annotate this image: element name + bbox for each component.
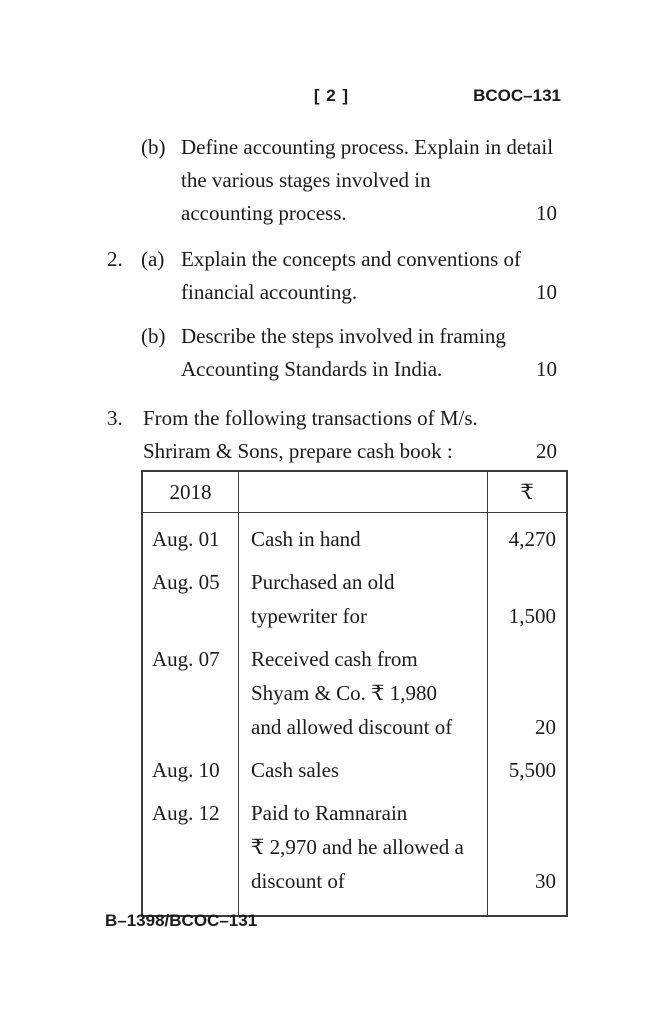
row-amount bbox=[488, 556, 566, 633]
row-amount bbox=[488, 633, 566, 744]
question-2a bbox=[107, 243, 557, 309]
question-3 bbox=[107, 402, 557, 468]
description-line: Shyam & Co. ₹ 1,980 bbox=[251, 681, 438, 705]
description-line: Received cash from bbox=[251, 647, 418, 671]
marks-value: 10 bbox=[536, 201, 557, 225]
page-header bbox=[0, 85, 663, 107]
marks-value: 10 bbox=[536, 280, 557, 304]
page-number: [ 2 ] bbox=[313, 86, 350, 105]
question-line: Explain the concepts and conventions of bbox=[181, 247, 521, 271]
question-line: From the following transactions of M/s. bbox=[143, 406, 478, 430]
row-date: Aug. 10 bbox=[143, 744, 239, 787]
question-sub-label: (a) bbox=[141, 247, 165, 271]
question-last-line bbox=[181, 353, 557, 386]
description-line: ₹ 2,970 and he allowed a bbox=[251, 835, 464, 859]
question-number bbox=[107, 131, 141, 230]
row-description bbox=[239, 633, 488, 744]
row-amount bbox=[488, 513, 566, 556]
paper-code-footer: B–1398/BCOC–131 bbox=[105, 911, 258, 930]
row-description bbox=[239, 744, 488, 787]
question-last-line bbox=[181, 276, 557, 309]
description-line: discount of bbox=[251, 869, 345, 893]
question-text bbox=[181, 320, 557, 386]
row-date: Aug. 07 bbox=[143, 633, 239, 744]
question-last-line bbox=[143, 435, 557, 468]
marks-value: 10 bbox=[536, 357, 557, 381]
marks-value: 20 bbox=[536, 439, 557, 463]
question-line: detail the various stages involved in bbox=[181, 135, 554, 192]
amount-value: 5,500 bbox=[508, 758, 556, 782]
question-number bbox=[107, 320, 141, 386]
description-line: Cash sales bbox=[251, 758, 340, 782]
description-line: typewriter for bbox=[251, 604, 368, 628]
row-date: Aug. 12 bbox=[143, 787, 239, 898]
table-header-row bbox=[143, 472, 566, 513]
question-sub-label: (b) bbox=[141, 135, 166, 159]
question-line: Accounting Standards in India. bbox=[181, 357, 443, 381]
table-row bbox=[143, 744, 566, 787]
table-row bbox=[143, 633, 566, 744]
course-code: BCOC–131 bbox=[473, 86, 561, 105]
table-row bbox=[143, 556, 566, 633]
question-number: 2. bbox=[107, 247, 123, 271]
row-amount bbox=[488, 744, 566, 787]
question-line: Shriram & Sons, prepare cash book : bbox=[143, 439, 453, 463]
header-year: 2018 bbox=[143, 472, 239, 513]
question-text bbox=[143, 402, 557, 468]
question-last-line bbox=[181, 197, 557, 230]
row-amount bbox=[488, 787, 566, 898]
question-line: accounting process. bbox=[181, 201, 347, 225]
amount-value: 4,270 bbox=[508, 527, 556, 551]
question-1b bbox=[107, 131, 557, 230]
table-row bbox=[143, 787, 566, 898]
questions-area bbox=[107, 131, 557, 917]
amount-value: 1,500 bbox=[508, 604, 556, 628]
row-description bbox=[239, 787, 488, 898]
amount-value: 30 bbox=[535, 869, 556, 893]
question-sub-label: (b) bbox=[141, 324, 166, 348]
description-line: Paid to Ramnarain bbox=[251, 801, 408, 825]
description-line: Purchased an old bbox=[251, 570, 395, 594]
row-date: Aug. 05 bbox=[143, 556, 239, 633]
amount-value: 20 bbox=[535, 715, 556, 739]
cash-book-table bbox=[141, 470, 568, 917]
description-line: and allowed discount of bbox=[251, 715, 453, 739]
question-line: financial accounting. bbox=[181, 280, 358, 304]
question-line: Define accounting process. Explain in bbox=[181, 135, 502, 159]
question-number: 3. bbox=[107, 406, 123, 430]
row-date: Aug. 01 bbox=[143, 513, 239, 556]
question-2b bbox=[107, 320, 557, 386]
header-currency-symbol: ₹ bbox=[488, 472, 566, 513]
header-particulars bbox=[239, 472, 488, 513]
row-description bbox=[239, 556, 488, 633]
description-line: Cash in hand bbox=[251, 527, 361, 551]
question-line: Describe the steps involved in framing bbox=[181, 324, 506, 348]
question-text bbox=[181, 131, 557, 230]
row-description bbox=[239, 513, 488, 556]
table-row bbox=[143, 513, 566, 556]
question-text bbox=[181, 243, 557, 309]
